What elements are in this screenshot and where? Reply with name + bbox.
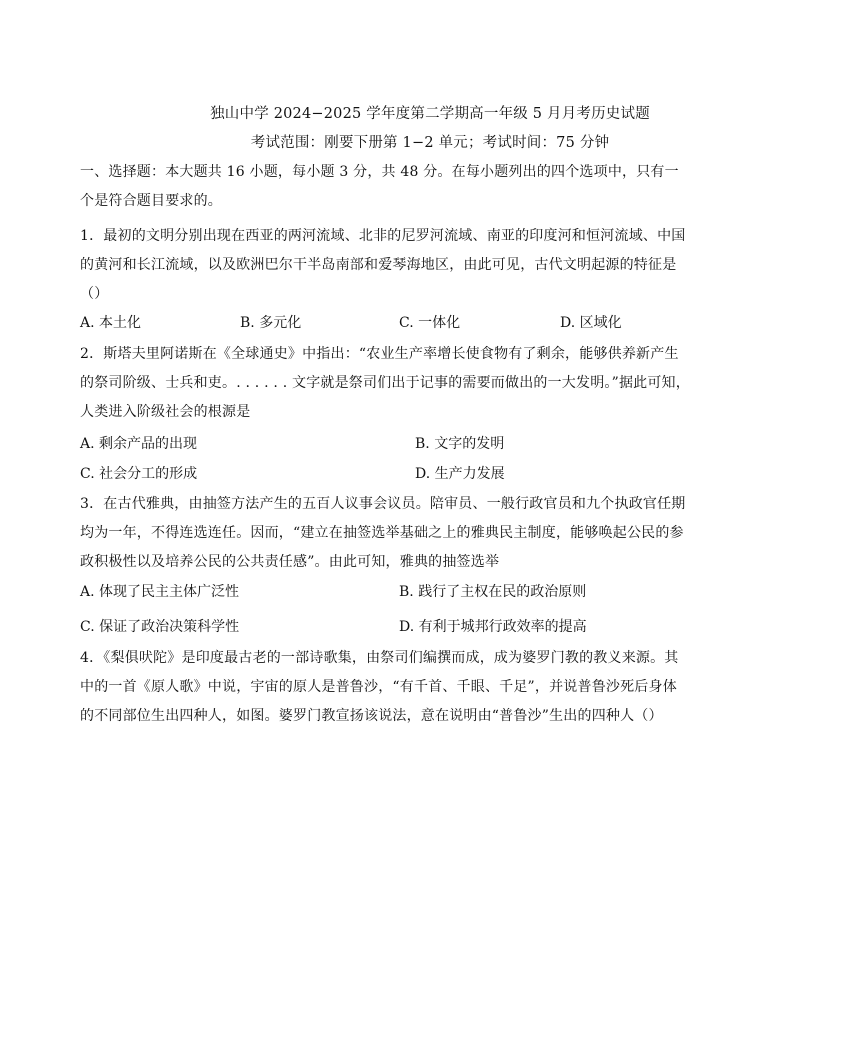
question-1-option-c: C. 一体化 [399,315,461,331]
question-3-option-c: C. 保证了政治决策科学性 [80,619,240,635]
section-instructions-cont: 个是符合题目要求的。 [80,193,222,209]
question-2-option-d: D. 生产力发展 [415,466,505,482]
question-1-option-a: A. 本土化 [80,315,142,331]
question-3-text: 政积极性以及培养公民的公共责任感”。由此可知，雅典的抽签选举 [80,554,500,570]
question-4-text: 4．《梨俱吠陀》是印度最古老的一部诗歌集，由祭司们编撰而成，成为婆罗门教的教义来源。其 [80,650,679,666]
question-1-text: 的黄河和长江流域，以及欧洲巴尔干半岛南部和爱琴海地区，由此可见，古代文明起源的特征是 [80,257,677,273]
question-2-text: 2．斯塔夫里阿诺斯在《全球通史》中指出：“农业生产率增长使食物有了剩余，能够供养新产生 [80,346,679,362]
question-2-option-a: A. 剩余产品的出现 [80,436,198,452]
question-4-text: 中的一首《原人歌》中说，宇宙的原人是普鲁沙，“有千首、千眼、千足”，并说普鲁沙死后身体 [80,679,677,695]
question-1-option-b: B. 多元化 [240,315,302,331]
question-1-text: 1．最初的文明分别出现在西亚的两河流域、北非的尼罗河流域、南亚的印度河和恒河流域、中国 [80,228,686,244]
question-3-option-a: A. 体现了民主主体广泛性 [80,584,240,600]
question-2-text: 的祭司阶级、士兵和吏。. . . . . . 文字就是祭司们出于记事的需要而做出的一大发明。”据此可知， [80,375,690,391]
question-3-option-b: B. 践行了主权在民的政治原则 [399,584,587,600]
question-2-text: 人类进入阶级社会的根源是 [80,404,251,420]
exam-title: 独山中学 2024−2025 学年度第二学期高一年级 5 月月考历史试题 [210,106,650,122]
question-4-text: 的不同部位生出四种人，如图。婆罗门教宣扬该说法，意在说明由“普鲁沙”生出的四种人（） [80,708,663,724]
question-1-option-d: D. 区域化 [560,315,622,331]
section-instructions: 一、选择题：本大题共 16 小题，每小题 3 分，共 48 分。在每小题列出的四个选项中，只有一 [80,164,679,180]
question-2-option-c: C. 社会分工的形成 [80,466,198,482]
question-3-option-d: D. 有利于城邦行政效率的提高 [399,619,587,635]
question-3-text: 均为一年，不得连选连任。因而，“建立在抽签选举基础之上的雅典民主制度，能够唤起公民的参 [80,525,684,541]
question-1-text: （） [80,286,109,302]
question-2-option-b: B. 文字的发明 [415,436,505,452]
exam-subtitle: 考试范围：刚要下册第 1−2 单元；考试时间：75 分钟 [250,135,610,151]
question-3-text: 3．在古代雅典，由抽签方法产生的五百人议事会议员。陪审员、一般行政官员和九个执政官任期 [80,496,686,512]
